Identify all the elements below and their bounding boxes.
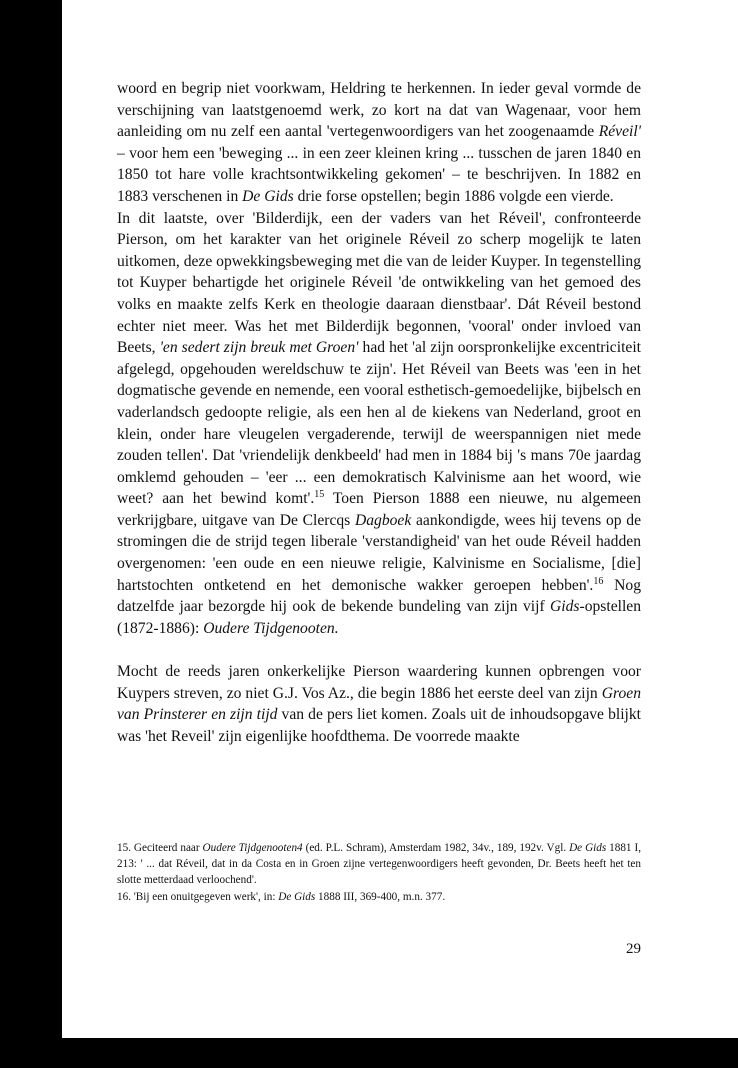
footnote-ref-16: 16: [593, 575, 604, 587]
paragraph-2: In dit laatste, over 'Bilderdijk, een der vaders van het Réveil', confronteerde Pierson, om het karakter van het originele Réveil zo scherp mogelijk te laten uitkomen, deze opwekkingsbeweging met die van de leider Kuyper. In tegenstelling tot Kuyper behartigde het originele Réveil 'de ontwikkeling van het gemoed des volks en maakte zelfs Kerk en theologie daaraan dienstbaar'. Dát Réveil bestond echter niet meer. Was het met Bilderdijk begonnen, 'vooral' onder invloed van Beets, 'en sedert zijn breuk met Groen' had het 'al zijn oorspronkelijke excentriciteit afgelegd, opgehouden wereldschuw te zijn'. Het Réveil van Beets was 'een in het dogmatische gevende en nemende, een vooral esthetisch-gemoedelijke, bijbelsch en vaderlandsch gedoopte religie, als een hen al de kiekens van Nederland, groot en klein, onder hare vleugelen vergaderende, terwijl de weerspannigen niet mede zouden tellen'. Dat 'vriendelijk denkbeeld' had men in 1884 bij 's mans 70e jaardag omklemd gehouden – 'eer ... een demokratisch Kalvinisme aan het woord, wie weet? aan het bewind komt'.$^{15}$ Toen Pierson 1888 een nieuwe, nu algemeen verkrijgbare, uitgave van De Clercqs Dagboek aankondigde, wees hij tevens op de stromingen die de strijd tegen liberale 'verstandigheid' van het oude Réveil hadden overgenomen: 'een oude en een nieuwe religie, Kalvinisme en Socialisme, [die] hartstochten ontketend en het demonische wakker geroepen hebben'.$^{16}$ Nog datzelfde jaar bezorgde hij ook de bekende bundeling van zijn vijf Gids-opstellen (1872-1886): Oudere Tijdgenooten.: [117, 209, 641, 637]
footnote-ref-15: 15: [314, 489, 325, 501]
paragraph-1: woord en begrip niet voorkwam, Heldring te herkennen. In ieder geval vormde de verschijning van laatstgenoemd werk, zo kort na dat van Wagenaar, voor hem aanleiding om nu zelf een aantal 'vertegenwoordigers van het zoogenaamde Réveil' – voor hem een 'beweging ... in een zeer kleinen kring ... tusschen de jaren 1840 en 1850 tot hare volle krachtsontwikkeling gekomen' – te beschrijven. In 1882 en 1883 verschenen in De Gids drie forse opstellen; begin 1886 volgde een vierde.: [117, 80, 641, 205]
page-number: 29: [626, 941, 641, 957]
book-page: [62, 0, 738, 1038]
footnote-15: 15. Geciteerd naar Oudere Tijdgenooten4 (ed. P.L. Schram), Amsterdam 1982, 34v., 189, 192v. Vgl. De Gids 1881 I, 213: ' ... dat Réveil, dat in da Costa en in Groen zijne vertegenwoordigers heeft gevonden, Dr. Beets heeft het ten slotte metterdaad verloochend'.: [117, 842, 641, 887]
body-text: [117, 78, 641, 747]
paragraph-3: Mocht de reeds jaren onkerkelijke Pierson waardering kunnen opbrengen voor Kuypers streven, zo niet G.J. Vos Az., die begin 1886 het eerste deel van zijn Groen van Prinsterer en zijn tijd van de pers liet komen. Zoals uit de inhoudsopgave blijkt was 'het Reveil' zijn eigenlijke hoofdthema. De voorrede maakte: [117, 663, 641, 745]
scan-border-left: [0, 0, 62, 1068]
footnote-16: 16. 'Bij een onuitgegeven werk', in: De Gids 1888 III, 369-400, m.n. 377.: [117, 890, 446, 903]
scan-border-bottom: [0, 1038, 738, 1068]
footnotes: [117, 840, 641, 905]
